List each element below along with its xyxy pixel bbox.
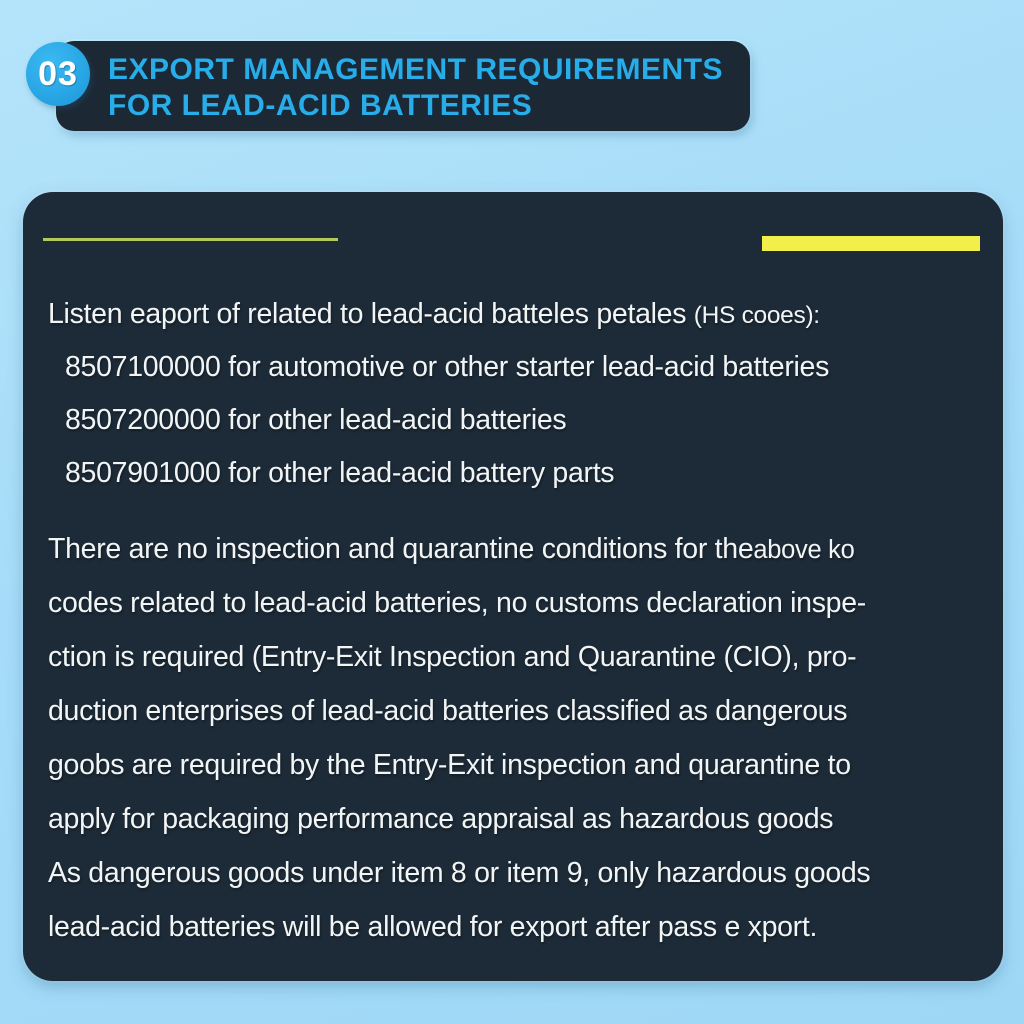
header-title-line2: FOR LEAD-ACID BATTERIES <box>108 89 533 122</box>
header-bar <box>56 41 750 131</box>
body-paragraph <box>48 522 978 954</box>
accent-bar-right <box>762 236 980 251</box>
paragraph-line1-main: There are no inspection and quarantine conditions for the <box>48 533 754 565</box>
step-number-badge <box>26 42 90 106</box>
paragraph-line: ction is required (Entry-Exit Inspection and Quarantine (CIO), pro- <box>48 641 857 673</box>
paragraph-line1-small: above ko <box>753 536 855 564</box>
hs-code-item: 8507200000 for other lead-acid batteries <box>65 404 567 436</box>
card-text-block <box>48 288 978 954</box>
hs-code-list <box>48 341 978 500</box>
content-card <box>23 192 1003 981</box>
hs-code-item: 8507100000 for automotive or other starter lead-acid batteries <box>65 351 830 383</box>
paragraph-line: lead-acid batteries will be allowed for export after pass e xport. <box>48 911 818 943</box>
intro-suffix-text: (HS cooes): <box>693 302 820 329</box>
paragraph-line: codes related to lead-acid batteries, no customs declaration inspe- <box>48 587 866 619</box>
paragraph-line: As dangerous goods under item 8 or item 9, only hazardous goods <box>48 857 871 889</box>
accent-line-left <box>43 238 338 241</box>
hs-code-item: 8507901000 for other lead-acid battery parts <box>65 457 615 489</box>
paragraph-line <box>48 522 978 576</box>
paragraph-line: goobs are required by the Entry-Exit inspection and quarantine to <box>48 749 851 781</box>
intro-line <box>48 288 978 341</box>
intro-main-text: Listen eaport of related to lead-acid batteles petales <box>48 298 694 330</box>
step-number-label: 03 <box>38 54 78 93</box>
paragraph-line: duction enterprises of lead-acid batteries classified as dangerous <box>48 695 848 727</box>
paragraph-line: apply for packaging performance appraisal as hazardous goods <box>48 803 834 835</box>
header-title-line1: EXPORT MANAGEMENT REQUIREMENTS <box>108 53 724 86</box>
